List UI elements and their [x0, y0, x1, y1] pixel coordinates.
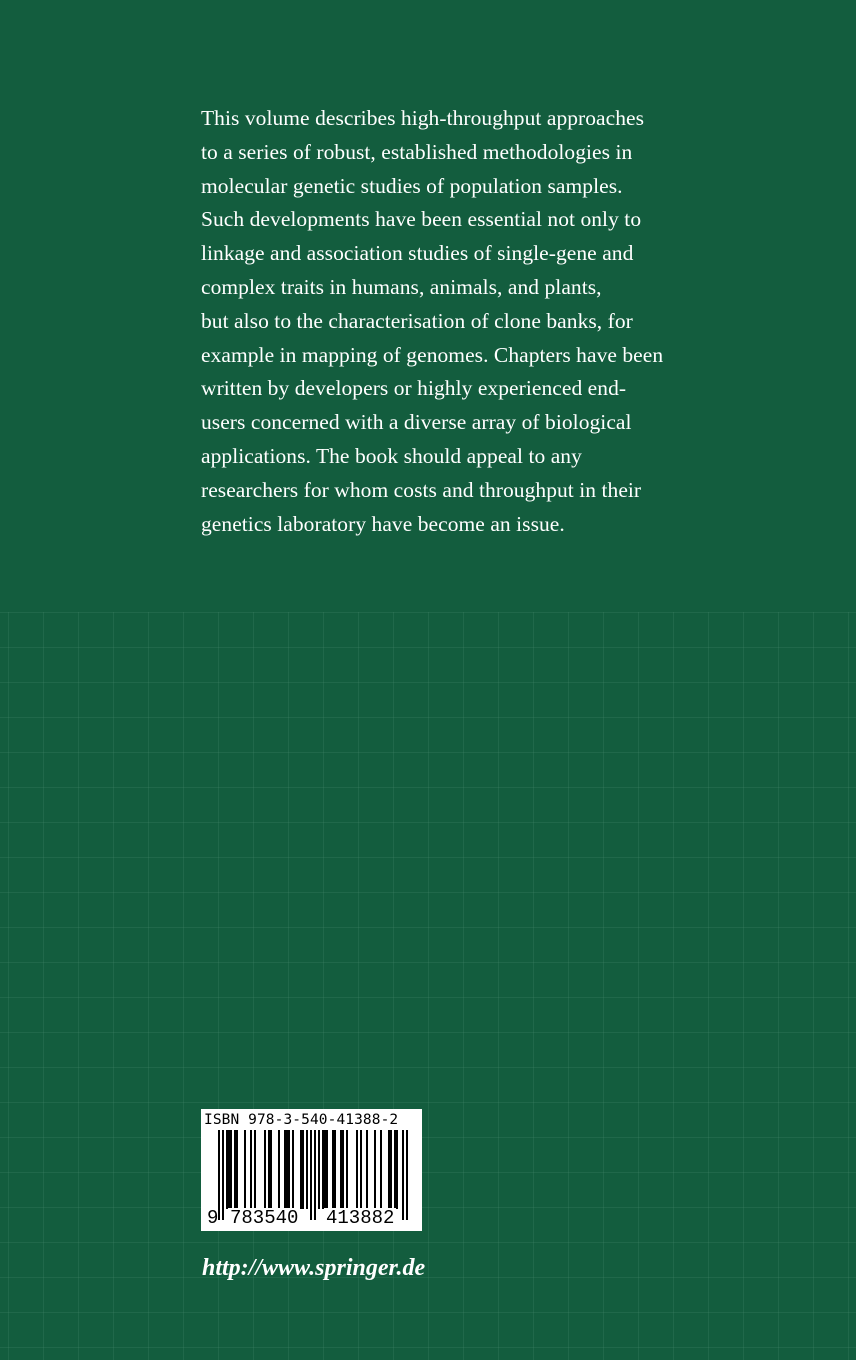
blurb-line: but also to the characterisation of clone banks, for [201, 308, 633, 333]
barcode-bar [332, 1130, 336, 1209]
barcode-guard-bar [314, 1130, 316, 1220]
barcode-bar [322, 1130, 328, 1209]
barcode-bar [388, 1130, 392, 1209]
barcode-guard-bar [402, 1130, 404, 1220]
barcode-bar [394, 1130, 398, 1209]
barcode-right-digits: 413882 [326, 1207, 395, 1229]
blurb-line: written by developers or highly experienced end- [201, 376, 627, 401]
barcode-bar [360, 1130, 362, 1209]
barcode-bar [306, 1130, 308, 1209]
barcode-bar [356, 1130, 358, 1209]
barcode-bar [346, 1130, 348, 1209]
grid-pattern [0, 612, 856, 1360]
barcode-bar [284, 1130, 290, 1209]
publisher-url[interactable]: http://www.springer.de [202, 1255, 426, 1281]
barcode-bar [254, 1130, 256, 1209]
barcode-guard-bar [222, 1130, 224, 1220]
blurb-line: researchers for whom costs and throughput in their [201, 477, 642, 502]
barcode-bar [318, 1130, 320, 1209]
barcode-bar [226, 1130, 232, 1209]
barcode-bar [264, 1130, 266, 1209]
blurb-line: users concerned with a diverse array of biological [201, 410, 632, 435]
blurb-line: linkage and association studies of single-gene and [201, 241, 634, 266]
barcode-guard-bar [310, 1130, 312, 1220]
barcode-bar [292, 1130, 294, 1209]
blurb-line: applications. The book should appeal to any [201, 443, 582, 468]
barcode-bar [380, 1130, 382, 1209]
barcode-left-digits: 783540 [230, 1207, 299, 1229]
barcode-guard-bar [406, 1130, 408, 1220]
isbn-label: ISBN 978-3-540-41388-2 [204, 1112, 399, 1128]
barcode-bar [340, 1130, 344, 1209]
barcode-bar [300, 1130, 304, 1209]
barcode-bar [234, 1130, 238, 1209]
blurb-line: example in mapping of genomes. Chapters have been [201, 342, 664, 367]
blurb-line: Such developments have been essential not only to [201, 207, 642, 232]
cover-blurb [201, 102, 701, 541]
barcode-guard-bar [218, 1130, 220, 1220]
barcode-bar [374, 1130, 376, 1209]
barcode-bar [250, 1130, 252, 1209]
blurb-line: complex traits in humans, animals, and plants, [201, 274, 602, 299]
barcode-bar [278, 1130, 280, 1209]
barcode-bar [366, 1130, 368, 1209]
blurb-line: molecular genetic studies of population samples. [201, 173, 623, 198]
blurb-line: to a series of robust, established methodologies in [201, 139, 633, 164]
isbn-barcode [201, 1109, 422, 1231]
barcode-bar [244, 1130, 246, 1209]
blurb-line: genetics laboratory have become an issue. [201, 511, 565, 536]
blurb-line: This volume describes high-throughput approaches [201, 106, 645, 130]
barcode-lead-digit: 9 [207, 1207, 219, 1229]
barcode-bar [268, 1130, 272, 1209]
